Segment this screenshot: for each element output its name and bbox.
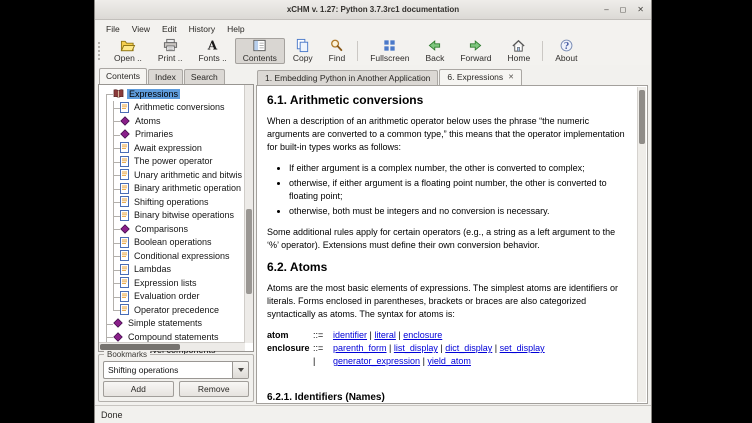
tree-item-operator-precedence[interactable] [100,303,245,317]
menu-item-edit[interactable]: Edit [161,23,177,34]
page-icon [120,291,129,302]
tree-item-primaries[interactable] [100,128,245,142]
open-folder-icon [120,39,135,53]
toolbar-button-fonts[interactable] [190,38,234,64]
toolbar-separator [542,41,543,61]
syntax-links [333,342,545,355]
tree-connector-line [106,276,107,283]
syntax-link-literal[interactable]: literal [374,330,396,340]
bullet-item: • otherwise, both must be integers and no conversion is necessary. [289,205,625,218]
tree-connector-line [106,249,107,256]
tree-item-conditional-expressions[interactable] [100,249,245,263]
document-view [256,85,648,404]
toolbar-button-copy[interactable] [285,38,321,64]
page-icon [120,277,129,288]
bookmark-buttons [103,381,249,397]
document-body [257,86,647,403]
syntax-term: atom [267,330,289,340]
tree-item-label: Unary arithmetic and bitwis [134,169,243,180]
toolbar-button-label: Forward [460,52,492,63]
tree-connector-line [113,290,114,297]
about-icon [559,39,574,53]
syntax-link-list-display[interactable]: list_display [393,343,438,353]
tree-connector-line [113,303,114,310]
scrollbar-thumb[interactable] [639,90,645,144]
tree-item-label: Binary arithmetic operation [134,183,242,194]
main-area [95,65,651,405]
sidebar [98,66,254,404]
tree-connector-line [113,209,114,216]
tree-connector-line [113,108,120,109]
tree-connector-line [113,114,114,121]
tree-connector-line [106,182,107,189]
menu-item-history[interactable]: History [188,23,216,34]
tree-item-label: Operator precedence [134,304,220,315]
toolbar-button-about[interactable] [547,38,585,64]
tree-connector-line [106,168,107,175]
toolbar-button-label: Home [507,52,531,63]
tree-connector-line [106,209,107,216]
toolbar-button-label: Back [425,52,445,63]
contents-panel-icon [252,39,267,53]
tree-item-boolean-operations[interactable] [100,236,245,250]
document-tab-label: 6. Expressions [447,72,504,82]
window-controls [604,0,644,19]
tree-connector-line [113,168,114,175]
syntax-link-generator-expression[interactable]: generator_expression [333,356,421,366]
tree-connector-line [106,290,107,297]
tree-item-label: Conditional expressions [134,250,230,261]
toolbar-button-label: Find [328,52,346,63]
syntax-separator: | [437,343,446,353]
tree-connector-line [106,222,107,229]
toolbar-button-contents[interactable] [235,38,285,64]
tree-connector-line [113,128,114,135]
tree-connector-line [106,324,113,325]
tree-item-evaluation-order[interactable] [100,290,245,304]
tree-connector-line [113,249,114,256]
add-bookmark-button[interactable]: Add [103,381,174,397]
syntax-separator: | [492,343,500,353]
tree-connector-line [113,270,120,271]
toolbar-button-forward[interactable] [452,38,499,64]
tree-connector-line [106,330,107,337]
tree-item-label: Simple statements [128,318,203,329]
tree-item-atoms[interactable] [100,114,245,128]
content-pane [256,66,648,404]
section-heading-6-2: 6.2. Atoms [267,260,328,274]
tree-connector-line [106,114,107,121]
syntax-operator: ::= [313,330,324,340]
tree-connector-line [106,94,113,95]
maximize-button[interactable]: ◻ [619,4,627,14]
tab-close-icon[interactable]: ✕ [508,74,515,81]
toolbar [95,37,651,65]
tree-item-label: Evaluation order [134,291,200,302]
tree-item-label: Expression lists [134,277,197,288]
diamond-icon [113,318,123,328]
open-book-icon [113,89,124,99]
syntax-term: enclosure [267,343,310,353]
sidebar-tab-bar [98,66,254,84]
page-icon [120,142,129,153]
tree-item-expression-lists[interactable] [100,276,245,290]
bookmark-dropdown-button[interactable] [232,362,248,378]
syntax-link-dict-display[interactable]: dict_display [445,343,493,353]
page-icon [120,169,129,180]
remove-bookmark-button[interactable]: Remove [179,381,250,397]
tree-connector-line [113,229,120,230]
bullet-item: • otherwise, if either argument is a floating point number, the other is converted to floating point; [289,177,625,203]
tree-connector-line [113,141,114,148]
tree-item-comparisons[interactable] [100,222,245,236]
tree-connector-line [106,337,113,338]
paragraph: When a description of an arithmetic operator below uses the phrase “the numeric arguments are converted to a common type,” this means that the operator implementation for built-in types works as follows: [267,116,625,152]
tree-item-label: Boolean operations [134,237,212,248]
forward-arrow-icon [468,39,483,53]
tree-connector-line [113,101,114,108]
tree-connector-line [113,121,120,122]
tree-connector-line [106,141,107,148]
tree-connector-line [106,195,107,202]
menu-item-view[interactable]: View [131,23,150,34]
syntax-separator: | [395,330,404,340]
tree-connector-line [113,256,120,257]
toolbar-button-label: Fullscreen [370,52,410,63]
toolbar-button-label: Print .. [157,52,183,63]
syntax-link-parenth-form[interactable]: parenth_form [333,343,387,353]
fonts-icon [205,39,220,53]
tree-connector-line [106,236,107,243]
section-heading-6-2-1: 6.2.1. Identifiers (Names) [267,392,385,403]
page-icon [120,264,129,275]
bookmarks-panel [98,350,254,402]
fullscreen-icon [382,39,397,53]
tree-item-label: Await expression [134,142,202,153]
syntax-operator: | [313,356,316,366]
tree-item-the-power-operator[interactable] [100,155,245,169]
bookmark-selected-value: Shifting operations [108,365,179,375]
tree-connector-line [113,135,120,136]
tree-connector-line [113,222,114,229]
tree-item-binary-arithmetic-operation[interactable] [100,182,245,196]
toolbar-button-label: Open .. [114,52,142,63]
menu-item-help[interactable]: Help [227,23,245,34]
menu-bar [95,20,651,37]
tree-connector-line [113,162,120,163]
chevron-down-icon [238,368,244,372]
toolbar-button-find[interactable] [321,38,354,64]
tree-item-label: Binary bitwise operations [134,210,235,221]
document-vertical-scrollbar[interactable] [637,87,646,402]
tree-item-binary-bitwise-operations[interactable] [100,209,245,223]
page-icon [120,304,129,315]
section-heading-6-1: 6.1. Arithmetic conversions [267,93,424,107]
tree-connector-line [113,148,120,149]
tree-item-label: Arithmetic conversions [134,102,225,113]
tree-connector-line [113,195,114,202]
copy-icon [295,39,310,53]
page-icon [120,102,129,113]
page-icon [120,237,129,248]
document-tab-1-embedding-python-in-another-application[interactable] [257,70,438,85]
tree-item-label: Primaries [135,129,174,140]
toolbar-button-print[interactable] [150,38,191,64]
toolbar-button-label: Copy [292,52,313,63]
tree-connector-line [113,236,114,243]
tree-connector-line [113,182,114,189]
syntax-term [267,355,313,368]
page-icon [120,210,129,221]
xchm-window [94,0,652,423]
paragraph: Atoms are the most basic elements of expressions. The simplest atoms are identifiers or literals. Forms enclosed in parentheses, brackets or braces are also categorized syntactically as atoms. The syntax for atoms is: [267,283,618,319]
bookmark-combobox[interactable] [103,361,249,379]
toolbar-button-fullscreen[interactable] [362,38,417,64]
toolbar-button-label: Fonts .. [198,52,227,63]
printer-icon [163,39,178,53]
document-tab-label: 1. Embedding Python in Another Application [265,73,431,83]
syntax-row [267,342,625,355]
tree-connector-line [113,310,120,311]
toolbar-button-label: Contents [242,52,277,63]
tree-connector-line [106,155,107,162]
syntax-row [267,355,625,368]
tree-item-label: Expressions [129,88,179,99]
tree-item-lambdas[interactable] [100,263,245,277]
tree-connector-line [113,283,120,284]
tree-connector-line [106,101,107,108]
close-button[interactable]: ✕ [637,4,644,14]
syntax-block [267,329,625,368]
title-bar[interactable] [95,0,651,20]
document-tab-bar [256,66,648,85]
diamond-icon [120,129,130,139]
sidebar-tab-search[interactable]: Search [184,69,225,84]
status-bar [95,405,651,423]
syntax-link-identifier[interactable]: identifier [333,330,368,340]
syntax-link-yield-atom[interactable]: yield_atom [427,356,471,366]
tree-connector-line [113,175,120,176]
bookmarks-label: Bookmarks [104,350,150,359]
diamond-icon [120,224,130,234]
diamond-icon [113,332,123,342]
window-title: xCHM v. 1.27: Python 3.7.3rc1 documentation [286,5,460,14]
tree-item-label: Compound statements [128,331,219,342]
syntax-operator: ::= [313,343,324,353]
menu-item-file[interactable]: File [106,23,120,34]
bullet-list [267,162,625,218]
tree-connector-line [113,243,120,244]
tree-connector-line [106,303,107,310]
page-icon [120,183,129,194]
toolbar-separator [357,41,358,61]
tree-panel [98,84,254,352]
tree-connector-line [113,202,120,203]
contents-tree [100,87,245,343]
tree-item-label: Comparisons [135,223,189,234]
tree-connector-line [113,216,120,217]
tree-connector-line [106,263,107,270]
toolbar-button-back[interactable] [417,38,452,64]
tree-connector-line [113,263,114,270]
tree-item-shifting-operations[interactable] [100,195,245,209]
sidebar-tab-index[interactable]: Index [148,69,183,84]
syntax-separator: | [420,356,428,366]
document-tab-6-expressions[interactable] [439,69,522,85]
sidebar-tab-contents[interactable]: Contents [99,68,147,84]
tree-item-label: Lambdas [134,264,172,275]
tree-item-label: Shifting operations [134,196,209,207]
tree-item-arithmetic-conversions[interactable] [100,101,245,115]
svg-text:?: ? [563,41,569,52]
syntax-link-enclosure[interactable]: enclosure [403,330,443,340]
tree-item-unary-arithmetic-and-bitwis[interactable] [100,168,245,182]
home-icon [511,39,526,53]
tree-item-label: Atoms [135,115,161,126]
paragraph: Some additional rules apply for certain operators (e.g., a string as a left argument to the ‘%’ operator). Extensions must define their own conversion behavior. [267,227,616,250]
page-icon [120,156,129,167]
syntax-links [333,329,442,342]
toolbar-button-label: About [555,52,578,63]
minimize-button[interactable]: – [604,4,609,14]
tree-connector-line [106,317,107,324]
svg-text:A: A [207,38,218,53]
status-text: Done [101,409,123,420]
tree-item-expressions[interactable] [100,87,245,101]
tree-connector-line [113,276,114,283]
syntax-separator: | [386,343,394,353]
page-icon [120,250,129,261]
tree-item-simple-statements[interactable] [100,317,245,331]
syntax-row [267,329,625,342]
toolbar-gripper[interactable] [98,42,103,60]
tree-item-await-expression[interactable] [100,141,245,155]
tree-vertical-scrollbar[interactable] [244,85,253,343]
find-icon [329,39,344,53]
tree-connector-line [113,297,120,298]
scrollbar-thumb[interactable] [246,209,252,294]
syntax-links [333,355,471,368]
syntax-link-set-display[interactable]: set_display [499,343,545,353]
page-icon [120,196,129,207]
toolbar-button-home[interactable] [500,38,539,64]
back-arrow-icon [427,39,442,53]
syntax-separator: | [367,330,375,340]
diamond-icon [120,116,130,126]
tree-connector-line [113,155,114,162]
tree-connector-line [106,128,107,135]
toolbar-button-open[interactable] [106,38,150,64]
tree-item-label: The power operator [134,156,213,167]
tree-connector-line [113,189,120,190]
bullet-item: • If either argument is a complex number, the other is converted to complex; [289,162,625,175]
